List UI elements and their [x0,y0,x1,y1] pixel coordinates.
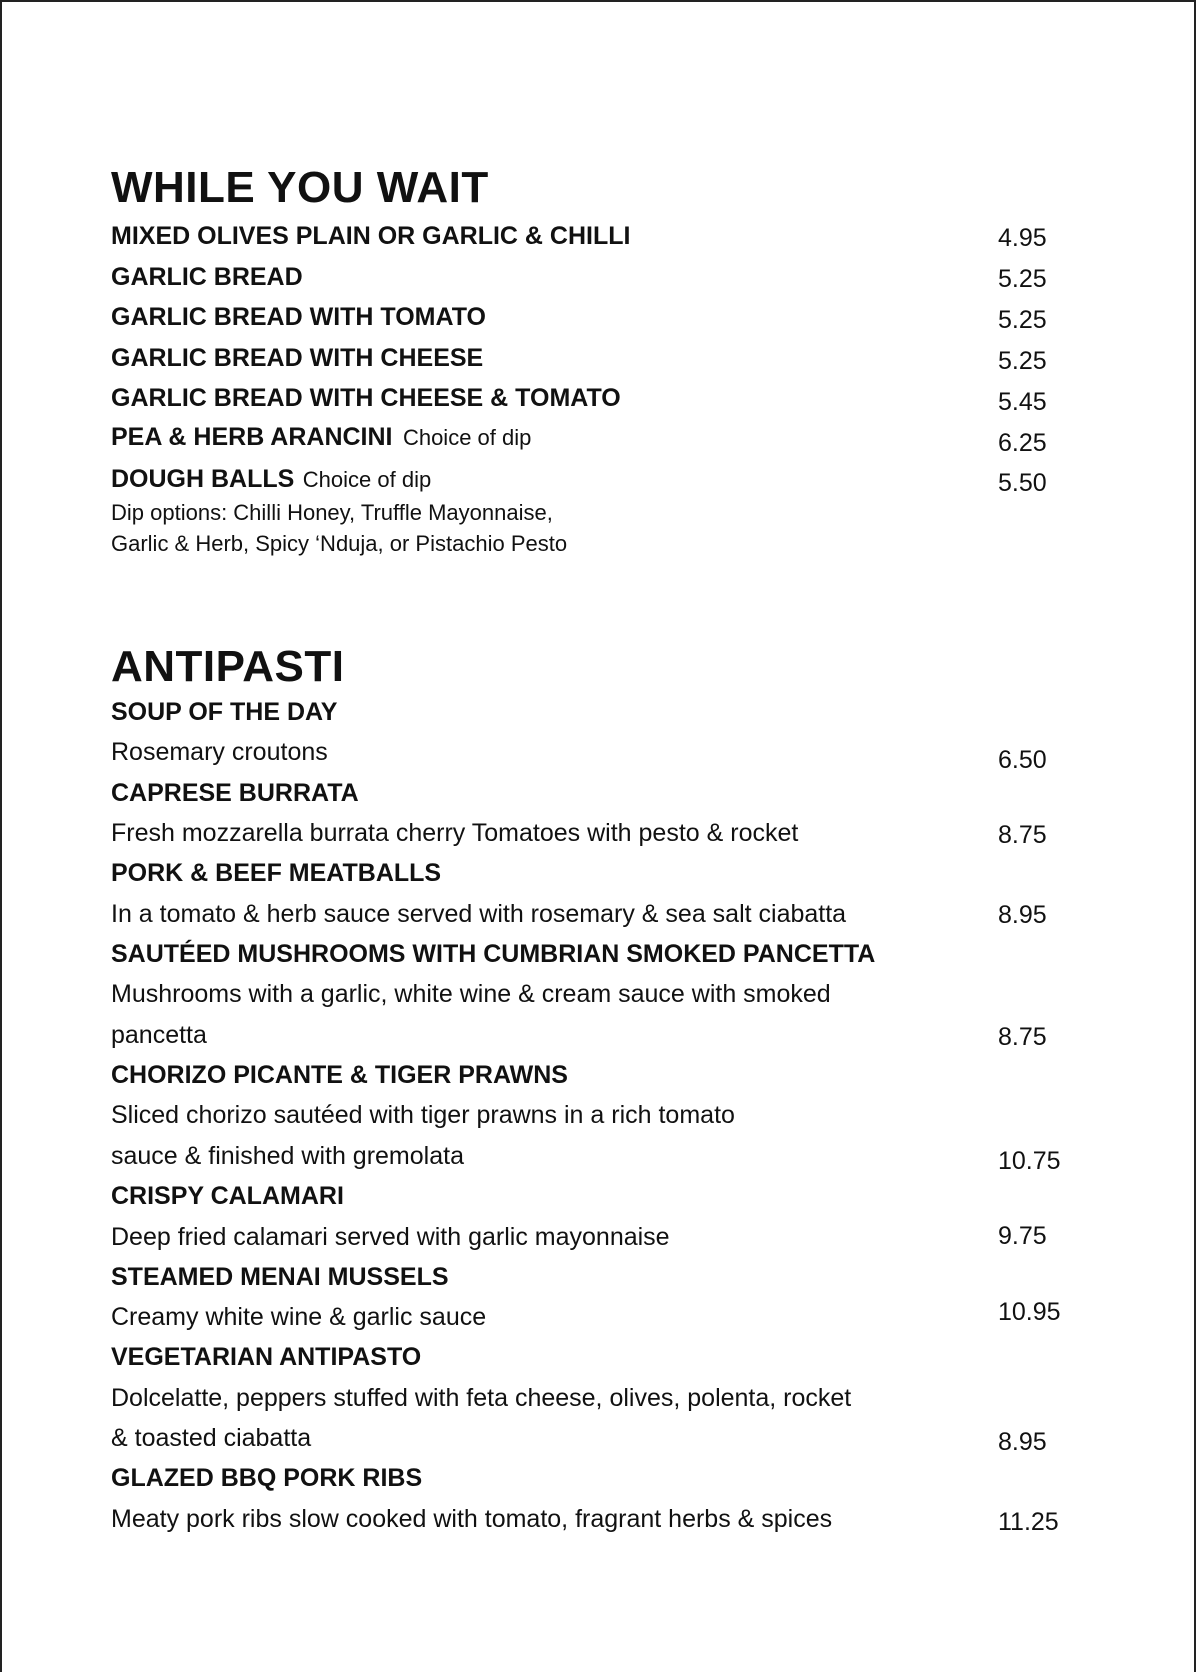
menu-item-note: Choice of dip [302,467,432,492]
dip-options-line: Garlic & Herb, Spicy ‘Nduja, or Pistachio Pesto [111,531,568,556]
menu-item-name: PORK & BEEF MEATBALLS [111,859,442,887]
menu-item-price: 8.75 [998,821,1047,849]
menu-item-price: 10.95 [998,1298,1061,1326]
menu-item-name: GLAZED BBQ PORK RIBS [111,1464,423,1492]
menu-item-price: 5.45 [998,388,1047,416]
menu-item-name: GARLIC BREAD WITH TOMATO [111,303,486,331]
menu-item-name: PEA & HERB ARANCINI [111,423,393,451]
menu-item-name: SAUTÉED MUSHROOMS WITH CUMBRIAN SMOKED PANCETTA [111,940,876,968]
menu-item-description: Mushrooms with a garlic, white wine & cream sauce with smoked [111,980,831,1008]
menu-item-price: 8.75 [998,1023,1047,1051]
menu-item-name: GARLIC BREAD WITH CHEESE & TOMATO [111,384,621,412]
menu-item [111,467,431,493]
menu-item-price: 6.50 [998,746,1047,774]
menu-item-description: In a tomato & herb sauce served with rosemary & sea salt ciabatta [111,900,847,928]
menu-item-name: CHORIZO PICANTE & TIGER PRAWNS [111,1061,568,1089]
menu-item-description: Deep fried calamari served with garlic mayonnaise [111,1223,670,1251]
menu-item-description: sauce & finished with gremolata [111,1142,464,1170]
menu-item-description: Creamy white wine & garlic sauce [111,1303,487,1331]
menu-item-description: pancetta [111,1021,207,1049]
menu-item-price: 10.75 [998,1147,1061,1175]
menu-item-price: 8.95 [998,901,1047,929]
menu-item-name: CAPRESE BURRATA [111,779,359,807]
menu-item-description: Sliced chorizo sautéed with tiger prawns in a rich tomato [111,1101,735,1129]
menu-item-name: VEGETARIAN ANTIPASTO [111,1343,422,1371]
menu-item-price: 5.25 [998,347,1047,375]
menu-item-name: GARLIC BREAD WITH CHEESE [111,344,484,372]
menu-item-description: Meaty pork ribs slow cooked with tomato, fragrant herbs & spices [111,1505,833,1533]
menu-item-description: Dolcelatte, peppers stuffed with feta cheese, olives, polenta, rocket [111,1384,852,1412]
menu-item-note: Choice of dip [402,425,532,450]
menu-item-name: MIXED OLIVES PLAIN OR GARLIC & CHILLI [111,222,631,250]
menu-item-name: STEAMED MENAI MUSSELS [111,1263,449,1291]
menu-item [111,425,531,451]
menu-item-price: 6.25 [998,429,1047,457]
menu-item-description: Fresh mozzarella burrata cherry Tomatoes with pesto & rocket [111,819,799,847]
menu-item-name: DOUGH BALLS [111,465,295,493]
menu-item-price: 4.95 [998,224,1047,252]
menu-item-price: 11.25 [998,1508,1059,1536]
menu-item-price: 5.50 [998,469,1047,497]
menu-item-price: 8.95 [998,1428,1047,1456]
menu-item-description: & toasted ciabatta [111,1424,312,1452]
section-title-while-you-wait: WHILE YOU WAIT [111,163,489,212]
section-title-antipasti: ANTIPASTI [111,642,345,691]
menu-item-name: CRISPY CALAMARI [111,1182,344,1210]
menu-item-name: SOUP OF THE DAY [111,698,338,726]
menu-item-description: Rosemary croutons [111,738,328,766]
menu-item-price: 5.25 [998,265,1047,293]
menu-item-price: 9.75 [998,1222,1047,1250]
menu-item-name: GARLIC BREAD [111,263,303,291]
menu-item-price: 5.25 [998,306,1047,334]
dip-options-line: Dip options: Chilli Honey, Truffle Mayonnaise, [111,500,553,525]
